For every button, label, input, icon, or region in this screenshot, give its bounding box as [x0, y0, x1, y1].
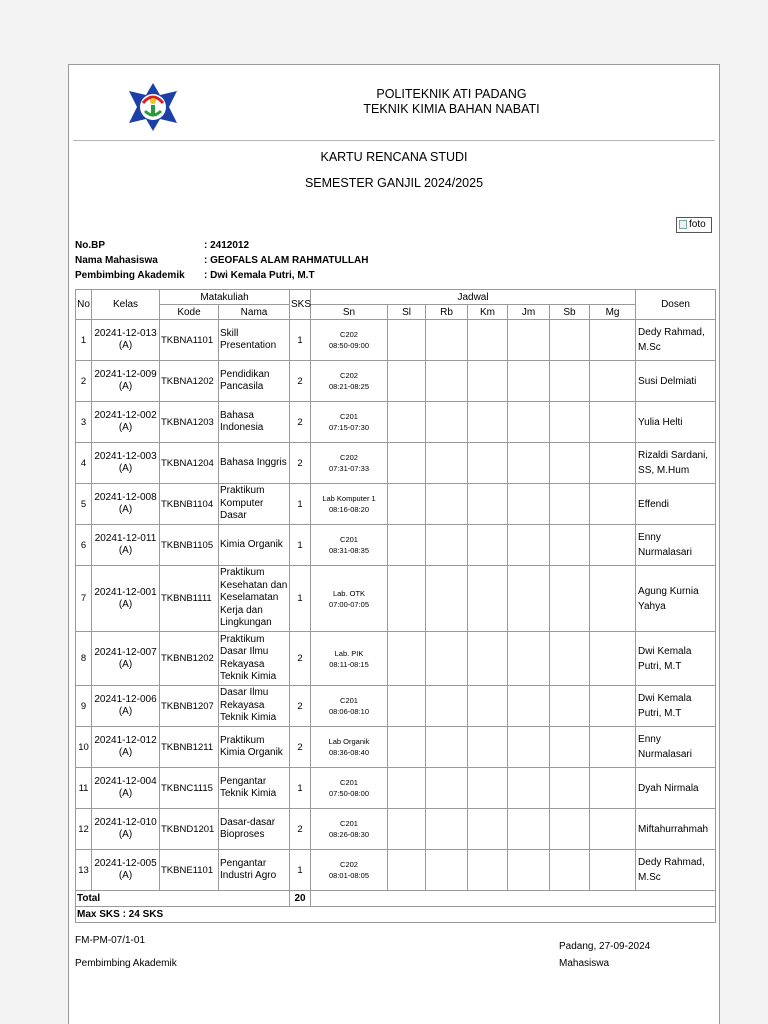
row-schedule-km [468, 850, 508, 891]
row-kelas [92, 686, 160, 727]
row-sks: 1 [290, 850, 311, 891]
row-kode: TKBNA1204 [160, 443, 219, 484]
col-jadwal: Jadwal [311, 290, 636, 305]
row-schedule-mg [590, 850, 636, 891]
row-sks: 2 [290, 402, 311, 443]
kelas-code: 20241-12-009 [94, 369, 157, 380]
student-info [75, 238, 368, 283]
row-schedule-km [468, 361, 508, 402]
row-schedule-sb [550, 809, 590, 850]
row-schedule-jm [508, 727, 550, 768]
row-nama: Skill Presentation [219, 320, 290, 361]
row-nama: Praktikum Dasar Ilmu Rekayasa Teknik Kimia [219, 632, 290, 686]
kelas-group: (A) [118, 340, 133, 351]
row-nama: Bahasa Inggris [219, 443, 290, 484]
table-row [76, 686, 716, 727]
row-schedule-km [468, 484, 508, 525]
institution-name: POLITEKNIK ATI PADANG [376, 87, 527, 101]
row-schedule-sn [311, 402, 388, 443]
row-schedule-sb [550, 727, 590, 768]
schedule-room: Lab. PIK [334, 648, 364, 658]
max-sks: Max SKS : 24 SKS [76, 907, 716, 923]
row-kelas [92, 727, 160, 768]
row-schedule-sl [388, 320, 426, 361]
schedule-room: C202 [340, 371, 358, 380]
row-sks: 1 [290, 768, 311, 809]
kelas-group: (A) [118, 463, 133, 474]
col-day-km: Km [468, 305, 508, 320]
row-schedule-mg [590, 809, 636, 850]
krs-document [68, 64, 720, 1024]
table-row [76, 809, 716, 850]
row-nama: Praktikum Kimia Organik [219, 727, 290, 768]
row-schedule-sn [311, 443, 388, 484]
row-nama: Kimia Organik [219, 525, 290, 566]
kelas-code: 20241-12-001 [94, 586, 157, 598]
row-schedule-km [468, 443, 508, 484]
place-date: Padang, 27-09-2024 [559, 941, 651, 952]
row-schedule-sn [311, 686, 388, 727]
row-sks: 2 [290, 686, 311, 727]
row-dosen: Enny Nurmalasari [636, 727, 716, 768]
kelas-group: (A) [118, 658, 133, 670]
broken-image-icon [679, 220, 687, 229]
schedule-time: 07:50-08:00 [328, 789, 370, 798]
max-sks-row [76, 907, 716, 923]
row-schedule-rb [426, 361, 468, 402]
table-row [76, 484, 716, 525]
table-header [76, 290, 716, 320]
row-schedule-sl [388, 566, 426, 632]
schedule-time: 08:50-09:00 [328, 341, 370, 350]
row-no: 6 [76, 525, 92, 566]
row-schedule-sl [388, 850, 426, 891]
row-no: 4 [76, 443, 92, 484]
row-schedule-sl [388, 525, 426, 566]
row-schedule-jm [508, 484, 550, 525]
kelas-group: (A) [118, 829, 133, 840]
row-schedule-jm [508, 443, 550, 484]
row-dosen: Effendi [636, 484, 716, 525]
row-schedule-sl [388, 443, 426, 484]
col-kode: Kode [160, 305, 219, 320]
row-dosen: Dedy Rahmad, M.Sc [636, 320, 716, 361]
row-no: 3 [76, 402, 92, 443]
schedule-room: C201 [340, 696, 358, 705]
schedule-time: 08:36-08:40 [328, 748, 370, 757]
kelas-code: 20241-12-006 [94, 694, 157, 705]
student-signature-label: Mahasiswa [559, 958, 610, 969]
kelas-group: (A) [118, 381, 133, 392]
row-schedule-sl [388, 727, 426, 768]
row-schedule-sb [550, 484, 590, 525]
row-kode: TKBNB1211 [160, 727, 219, 768]
row-schedule-mg [590, 361, 636, 402]
row-schedule-jm [508, 320, 550, 361]
col-day-rb: Rb [426, 305, 468, 320]
row-nama: Pengantar Teknik Kimia [219, 768, 290, 809]
row-schedule-sl [388, 361, 426, 402]
row-sks: 2 [290, 443, 311, 484]
row-schedule-sn [311, 632, 388, 686]
table-row [76, 632, 716, 686]
table-row [76, 850, 716, 891]
row-kode: TKBNB1111 [160, 566, 219, 632]
table-row [76, 768, 716, 809]
schedule-time: 08:21-08:25 [328, 382, 370, 391]
row-schedule-km [468, 632, 508, 686]
row-schedule-sn [311, 566, 388, 632]
row-sks: 1 [290, 484, 311, 525]
col-day-sb: Sb [550, 305, 590, 320]
row-nama: Bahasa Indonesia [219, 402, 290, 443]
photo-alt-text: foto [689, 219, 706, 230]
row-dosen: Miftahurrahmah [636, 809, 716, 850]
row-dosen: Agung Kurnia Yahya [636, 566, 716, 632]
row-no: 1 [76, 320, 92, 361]
row-schedule-jm [508, 525, 550, 566]
schedule-room: C202 [340, 453, 358, 462]
row-nama: Dasar Ilmu Rekayasa Teknik Kimia [219, 686, 290, 727]
row-kode: TKBNE1101 [160, 850, 219, 891]
col-dosen: Dosen [636, 290, 716, 320]
row-kelas [92, 850, 160, 891]
schedule-room: Lab. OTK [332, 588, 366, 598]
table-row [76, 525, 716, 566]
row-nama: Praktikum Komputer Dasar [219, 484, 290, 525]
row-schedule-sn [311, 809, 388, 850]
info-row-bp [75, 238, 368, 253]
row-schedule-sb [550, 402, 590, 443]
row-kelas [92, 361, 160, 402]
col-day-mg: Mg [590, 305, 636, 320]
row-schedule-km [468, 768, 508, 809]
row-nama: Dasar-dasar Bioproses [219, 809, 290, 850]
row-kelas [92, 484, 160, 525]
row-sks: 1 [290, 566, 311, 632]
row-dosen: Susi Delmiati [636, 361, 716, 402]
row-dosen: Dyah Nirmala [636, 768, 716, 809]
row-schedule-sn [311, 850, 388, 891]
kelas-code: 20241-12-005 [94, 858, 157, 869]
row-nama: Pendidikan Pancasila [219, 361, 290, 402]
row-schedule-mg [590, 768, 636, 809]
row-schedule-km [468, 320, 508, 361]
row-sks: 2 [290, 727, 311, 768]
row-kelas [92, 402, 160, 443]
row-schedule-jm [508, 809, 550, 850]
row-kode: TKBNA1101 [160, 320, 219, 361]
row-schedule-sb [550, 768, 590, 809]
schedule-time: 07:00-07:05 [328, 599, 370, 609]
row-kelas [92, 566, 160, 632]
info-label: Nama Mahasiswa [75, 255, 158, 266]
row-schedule-km [468, 809, 508, 850]
row-schedule-jm [508, 768, 550, 809]
row-kode: TKBNA1202 [160, 361, 219, 402]
row-no: 8 [76, 632, 92, 686]
row-sks: 2 [290, 361, 311, 402]
row-schedule-rb [426, 632, 468, 686]
row-schedule-mg [590, 525, 636, 566]
col-day-jm: Jm [508, 305, 550, 320]
kelas-group: (A) [118, 598, 133, 610]
row-kelas [92, 809, 160, 850]
row-schedule-jm [508, 361, 550, 402]
schedule-room: C201 [340, 778, 358, 787]
row-sks: 1 [290, 525, 311, 566]
row-schedule-km [468, 686, 508, 727]
row-schedule-sl [388, 686, 426, 727]
row-schedule-sl [388, 402, 426, 443]
row-schedule-rb [426, 809, 468, 850]
row-kode: TKBNC1115 [160, 768, 219, 809]
row-kode: TKBNB1207 [160, 686, 219, 727]
row-no: 12 [76, 809, 92, 850]
kelas-group: (A) [118, 870, 133, 881]
schedule-time: 08:31-08:35 [328, 546, 370, 555]
kelas-group: (A) [118, 504, 133, 515]
row-schedule-mg [590, 320, 636, 361]
institution-header [69, 87, 719, 116]
row-kode: TKBNB1202 [160, 632, 219, 686]
form-code: FM-PM-07/1-01 [75, 935, 146, 946]
schedule-room: C202 [340, 330, 358, 339]
row-no: 9 [76, 686, 92, 727]
col-kelas: Kelas [92, 290, 160, 320]
row-kelas [92, 632, 160, 686]
kelas-code: 20241-12-004 [94, 776, 157, 787]
row-dosen: Enny Nurmalasari [636, 525, 716, 566]
row-sks: 2 [290, 809, 311, 850]
row-schedule-sl [388, 768, 426, 809]
schedule-room: C202 [340, 860, 358, 869]
row-schedule-rb [426, 850, 468, 891]
row-schedule-mg [590, 484, 636, 525]
row-schedule-sn [311, 320, 388, 361]
kelas-code: 20241-12-003 [94, 451, 157, 462]
row-schedule-mg [590, 632, 636, 686]
kelas-code: 20241-12-002 [94, 410, 157, 421]
table-row [76, 566, 716, 632]
row-sks: 1 [290, 320, 311, 361]
row-dosen: Rizaldi Sardani, SS, M.Hum [636, 443, 716, 484]
row-schedule-sn [311, 484, 388, 525]
row-schedule-rb [426, 727, 468, 768]
schedule-room: C201 [340, 535, 358, 544]
row-schedule-rb [426, 768, 468, 809]
row-schedule-sb [550, 632, 590, 686]
row-schedule-mg [590, 443, 636, 484]
col-sks: SKS [290, 290, 311, 320]
schedule-time: 07:31-07:33 [328, 464, 370, 473]
row-kelas [92, 443, 160, 484]
row-schedule-sn [311, 727, 388, 768]
schedule-room: Lab Organik [328, 737, 370, 746]
table-row [76, 443, 716, 484]
total-sks: 20 [290, 891, 311, 907]
row-schedule-sb [550, 566, 590, 632]
row-schedule-rb [426, 484, 468, 525]
total-row [76, 891, 716, 907]
kelas-code: 20241-12-007 [94, 646, 157, 658]
table-body [76, 320, 716, 891]
info-row-advisor [75, 268, 368, 283]
row-kode: TKBND1201 [160, 809, 219, 850]
row-schedule-km [468, 525, 508, 566]
row-no: 2 [76, 361, 92, 402]
row-no: 7 [76, 566, 92, 632]
row-schedule-sl [388, 484, 426, 525]
schedule-room: Lab Komputer 1 [322, 494, 376, 503]
row-nama: Pengantar Industri Agro [219, 850, 290, 891]
info-label: No.BP [75, 240, 105, 251]
kelas-code: 20241-12-011 [94, 533, 157, 544]
row-schedule-sl [388, 809, 426, 850]
row-schedule-mg [590, 727, 636, 768]
schedule-time: 08:26-08:30 [328, 830, 370, 839]
row-kode: TKBNB1104 [160, 484, 219, 525]
schedule-time: 08:11-08:15 [329, 659, 369, 669]
kelas-group: (A) [118, 545, 133, 556]
row-dosen: Dwi Kemala Putri, M.T [636, 686, 716, 727]
info-value: : GEOFALS ALAM RAHMATULLAH [204, 255, 369, 266]
total-label: Total [76, 891, 290, 907]
table-row [76, 727, 716, 768]
schedule-time: 08:01-08:05 [328, 871, 370, 880]
info-label: Pembimbing Akademik [75, 270, 185, 281]
row-schedule-jm [508, 566, 550, 632]
row-no: 10 [76, 727, 92, 768]
kelas-code: 20241-12-012 [94, 735, 157, 746]
row-no: 11 [76, 768, 92, 809]
kelas-code: 20241-12-010 [94, 817, 157, 828]
row-schedule-mg [590, 402, 636, 443]
student-photo [676, 217, 712, 233]
table-row [76, 320, 716, 361]
row-schedule-sb [550, 850, 590, 891]
row-nama: Praktikum Kesehatan dan Keselamatan Kerja dan Lingkungan [219, 566, 290, 632]
row-schedule-sl [388, 632, 426, 686]
row-schedule-rb [426, 320, 468, 361]
row-schedule-km [468, 727, 508, 768]
row-no: 5 [76, 484, 92, 525]
header-divider [73, 140, 715, 141]
row-kode: TKBNB1105 [160, 525, 219, 566]
schedule-time: 07:15-07:30 [328, 423, 370, 432]
kelas-group: (A) [118, 706, 133, 717]
row-schedule-jm [508, 402, 550, 443]
row-kelas [92, 768, 160, 809]
row-kode: TKBNA1203 [160, 402, 219, 443]
col-day-sl: Sl [388, 305, 426, 320]
document-title: KARTU RENCANA STUDI [320, 150, 468, 164]
kelas-group: (A) [118, 422, 133, 433]
col-nama: Nama [219, 305, 290, 320]
row-schedule-sn [311, 361, 388, 402]
col-matakuliah: Matakuliah [160, 290, 290, 305]
row-schedule-sn [311, 768, 388, 809]
row-schedule-jm [508, 632, 550, 686]
row-schedule-sb [550, 361, 590, 402]
table-row [76, 361, 716, 402]
info-value: : Dwi Kemala Putri, M.T [204, 270, 315, 281]
kelas-code: 20241-12-013 [94, 328, 157, 339]
row-schedule-sb [550, 443, 590, 484]
col-no: No [76, 290, 92, 320]
row-schedule-km [468, 566, 508, 632]
row-schedule-rb [426, 402, 468, 443]
row-no: 13 [76, 850, 92, 891]
row-schedule-rb [426, 566, 468, 632]
row-dosen: Dwi Kemala Putri, M.T [636, 632, 716, 686]
kelas-group: (A) [118, 788, 133, 799]
row-schedule-sn [311, 525, 388, 566]
department-name: TEKNIK KIMIA BAHAN NABATI [363, 102, 540, 116]
row-schedule-rb [426, 443, 468, 484]
row-schedule-sb [550, 320, 590, 361]
col-day-sn: Sn [311, 305, 388, 320]
row-schedule-rb [426, 686, 468, 727]
row-kelas [92, 320, 160, 361]
schedule-room: C201 [340, 819, 358, 828]
row-kelas [92, 525, 160, 566]
kelas-group: (A) [118, 747, 133, 758]
row-sks: 2 [290, 632, 311, 686]
row-schedule-rb [426, 525, 468, 566]
kelas-code: 20241-12-008 [94, 492, 157, 503]
row-schedule-km [468, 402, 508, 443]
row-schedule-mg [590, 566, 636, 632]
schedule-time: 08:06-08:10 [328, 707, 370, 716]
course-table [75, 289, 716, 923]
semester-title: SEMESTER GANJIL 2024/2025 [304, 176, 484, 190]
info-value: : 2412012 [204, 240, 250, 251]
row-schedule-sb [550, 525, 590, 566]
row-schedule-jm [508, 850, 550, 891]
row-dosen: Yulia Helti [636, 402, 716, 443]
info-row-name [75, 253, 368, 268]
table-row [76, 402, 716, 443]
row-schedule-jm [508, 686, 550, 727]
row-dosen: Dedy Rahmad, M.Sc [636, 850, 716, 891]
schedule-time: 08:16-08:20 [328, 505, 370, 514]
row-schedule-sb [550, 686, 590, 727]
schedule-room: C201 [340, 412, 358, 421]
advisor-signature-label: Pembimbing Akademik [75, 958, 177, 969]
row-schedule-mg [590, 686, 636, 727]
total-filler [311, 891, 716, 907]
